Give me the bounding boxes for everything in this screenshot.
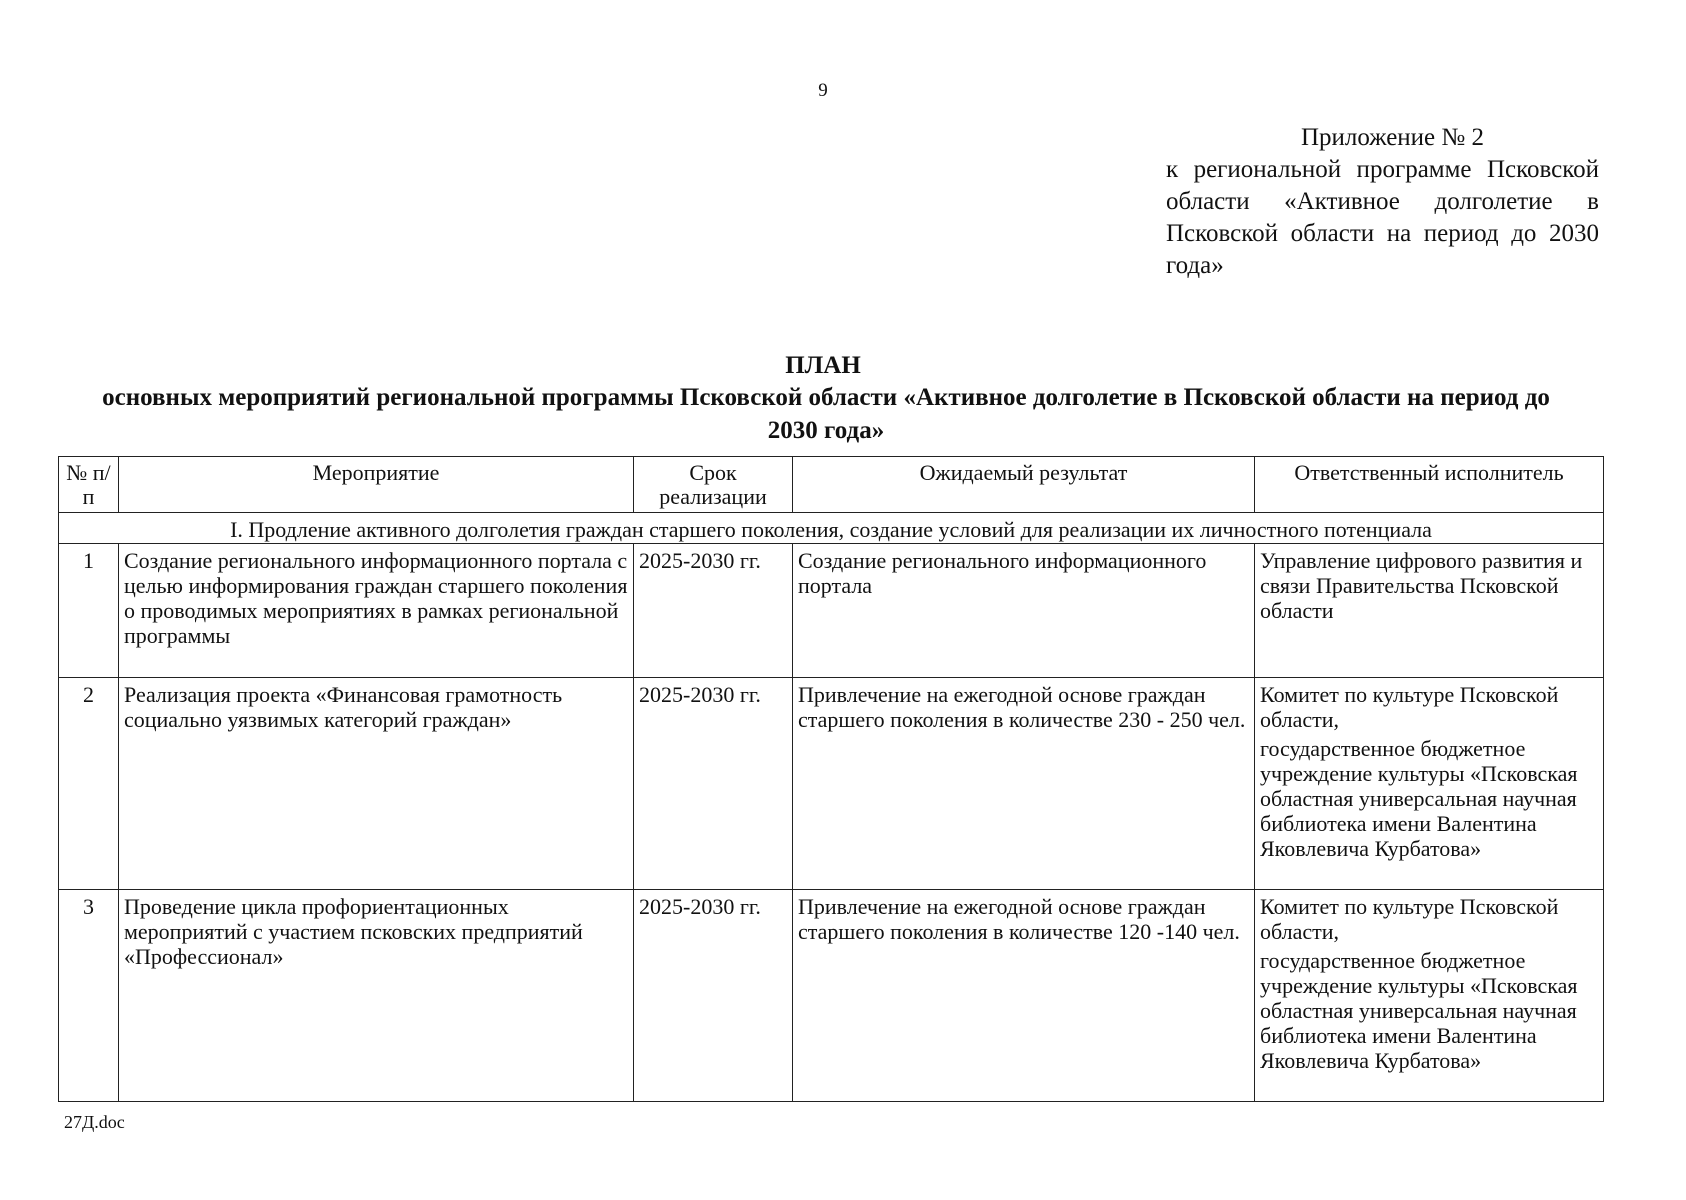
- header-term: Срок реализации: [634, 457, 793, 513]
- appendix-body: к региональной программе Псковской области «Активное долголетие в Псковской области на период до 2030 года»: [1166, 156, 1599, 279]
- header-result: Ожидаемый результат: [793, 457, 1255, 513]
- row-responsible-primary: Управление цифрового развития и связи Правительства Псковской области: [1260, 548, 1583, 623]
- row-num: 1: [59, 544, 119, 678]
- appendix-block: [1166, 122, 1599, 282]
- row-event: Создание регионального информационного портала с целью информирования граждан старшего поколения о проводимых мероприятиях в рамках региональной программы: [119, 544, 634, 678]
- row-num: 3: [59, 890, 119, 1102]
- plan-heading: ПЛАН: [785, 352, 861, 379]
- section-title: I. Продление активного долголетия граждан старшего поколения, создание условий для реализации их личностного потенциала: [59, 513, 1604, 544]
- row-result: Создание регионального информационного портала: [793, 544, 1255, 678]
- row-responsible-primary: Комитет по культуре Псковской области,: [1260, 894, 1559, 944]
- row-responsible-primary: Комитет по культуре Псковской области,: [1260, 682, 1559, 732]
- row-result: Привлечение на ежегодной основе граждан старшего поколения в количестве 120 -140 чел.: [793, 890, 1255, 1102]
- row-responsible-secondary: государственное бюджетное учреждение культуры «Псковская областная универсальная научная библиотека имени Валентина Яковлевича Курбатова»: [1260, 736, 1578, 861]
- header-responsible: Ответственный исполнитель: [1255, 457, 1604, 513]
- row-term: 2025-2030 гг.: [634, 544, 793, 678]
- page-number: 9: [818, 80, 828, 101]
- row-responsible: [1255, 544, 1604, 678]
- section-row: [59, 513, 1604, 544]
- footer-filename: 27Д.doc: [64, 1112, 125, 1132]
- table-header-row: [59, 457, 1604, 513]
- row-result: Привлечение на ежегодной основе граждан старшего поколения в количестве 230 - 250 чел.: [793, 678, 1255, 890]
- appendix-title: Приложение № 2: [1300, 124, 1485, 151]
- header-num: № п/п: [59, 457, 119, 513]
- table-row: [59, 890, 1604, 1102]
- row-responsible: [1255, 678, 1604, 890]
- row-responsible-secondary: государственное бюджетное учреждение культуры «Псковская областная универсальная научная библиотека имени Валентина Яковлевича Курбатова»: [1260, 948, 1578, 1073]
- row-event: Реализация проекта «Финансовая грамотность социально уязвимых категорий граждан»: [119, 678, 634, 890]
- plan-subtitle: основных мероприятий региональной программы Псковской области «Активное долголетие в Псковской области на период до 2030 года»: [102, 384, 1550, 444]
- row-num: 2: [59, 678, 119, 890]
- table-row: [59, 544, 1604, 678]
- table-row: [59, 678, 1604, 890]
- plan-table: [58, 456, 1604, 1102]
- header-event: Мероприятие: [119, 457, 634, 513]
- row-term: 2025-2030 гг.: [634, 678, 793, 890]
- row-responsible: [1255, 890, 1604, 1102]
- row-term: 2025-2030 гг.: [634, 890, 793, 1102]
- row-event: Проведение цикла профориентационных мероприятий с участием псковских предприятий «Профессионал»: [119, 890, 634, 1102]
